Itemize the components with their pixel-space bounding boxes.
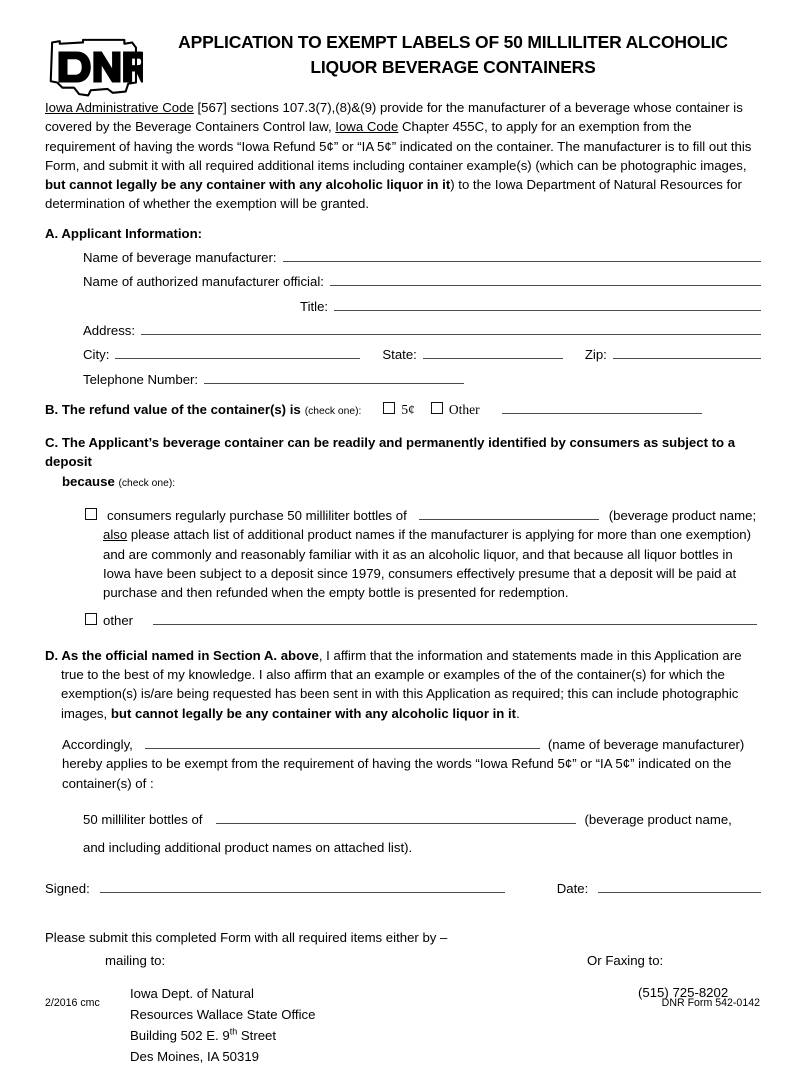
address-line-1: Iowa Dept. of Natural	[130, 983, 570, 1004]
section-b-heading-row	[45, 398, 761, 421]
checkbox-refund-other[interactable]	[431, 402, 443, 414]
label-official-name: Name of authorized manufacturer official:	[83, 272, 324, 291]
submit-address-row	[45, 983, 761, 1067]
submit-intro: Please submit this completed Form with all required items either by –	[45, 928, 761, 947]
applies-text: hereby applies to be exempt from the requirement of having the words “Iowa Refund 5¢” or “IA 5¢” indicated on the container(s) of :	[45, 754, 761, 793]
field-row-city-state-zip	[45, 343, 761, 364]
checkbox-other-reason[interactable]	[85, 613, 97, 625]
input-signed[interactable]	[100, 877, 505, 893]
title-line-2: LIQUOR BEVERAGE CONTAINERS	[155, 55, 751, 80]
page-footer	[45, 997, 760, 1009]
note-bottles: (beverage product name,	[584, 810, 731, 829]
label-signed: Signed:	[45, 881, 90, 896]
input-telephone[interactable]	[204, 368, 464, 384]
input-manufacturer-name[interactable]	[283, 246, 761, 262]
section-c-option-2	[85, 609, 761, 630]
field-row-official-name	[45, 270, 761, 291]
fax-number: (515) 725-8202	[638, 985, 728, 1000]
section-d	[45, 646, 761, 858]
option-1-first-line	[85, 504, 761, 525]
input-official-name[interactable]	[330, 270, 761, 286]
fax-number-wrap	[570, 983, 761, 1067]
label-bottles-of: 50 milliliter bottles of	[83, 810, 202, 829]
page-title	[155, 30, 761, 80]
option-1-cont-2: and are commonly and reasonably familiar with it as an alcoholic liquor, and that because all liquor bottles in Iowa have been subject to a deposit since 1979, consumers effectively presume that a deposit will be paid at purchase and then refunded when the empty bottle is presented for redemption.	[85, 545, 761, 603]
title-line-1: APPLICATION TO EXEMPT LABELS OF 50 MILLILITER ALCOHOLIC	[155, 30, 751, 55]
section-c-option-1	[45, 504, 761, 630]
option-1-continuation	[85, 525, 761, 544]
section-a-heading: A. Applicant Information:	[45, 224, 761, 243]
field-row-title	[45, 295, 761, 316]
address-line-3-pre: Building 502 E. 9	[130, 1028, 230, 1043]
section-c	[45, 433, 761, 630]
section-c-check-one: (check one):	[118, 478, 175, 489]
label-manufacturer-name: Name of beverage manufacturer:	[83, 248, 277, 267]
label-telephone: Telephone Number:	[83, 370, 198, 389]
label-city: City:	[83, 345, 109, 364]
address-ordinal-suffix: th	[230, 1027, 237, 1037]
dnr-logo-icon	[45, 36, 143, 98]
label-refund-other: Other	[449, 400, 480, 419]
address-line-4: Des Moines, IA 50319	[130, 1046, 570, 1067]
input-date[interactable]	[598, 877, 761, 893]
submit-labels-row	[45, 951, 761, 970]
intro-bold-warning: but cannot legally be any container with any alcoholic liquor in it	[45, 177, 450, 192]
label-address: Address:	[83, 321, 135, 340]
address-line-3-post: Street	[237, 1028, 276, 1043]
address-line-3	[130, 1025, 570, 1046]
note-accordingly: (name of beverage manufacturer)	[548, 735, 744, 754]
label-date: Date:	[557, 881, 589, 896]
input-address[interactable]	[141, 319, 761, 335]
mailing-address	[45, 983, 570, 1067]
input-refund-other[interactable]	[502, 398, 702, 414]
intro-paragraph	[45, 98, 761, 214]
section-c-heading-line-1: C. The Applicant’s beverage container can be readily and permanently identified by consumers as subject to a deposit	[45, 433, 761, 472]
field-row-address	[45, 319, 761, 340]
section-d-body-bold: but cannot legally be any container with any alcoholic liquor in it	[111, 706, 516, 721]
option-1-cont-1: please attach list of additional product names if the manufacturer is applying for more than one exemption)	[127, 527, 751, 542]
input-zip[interactable]	[613, 343, 761, 359]
input-other-reason[interactable]	[153, 609, 757, 625]
input-bottles-product-name[interactable]	[216, 808, 576, 824]
iowa-admin-code-link: Iowa Administrative Code	[45, 100, 194, 115]
label-title: Title:	[300, 297, 328, 316]
section-d-heading: As the official named in Section A. above	[61, 648, 318, 663]
section-b	[45, 398, 761, 421]
intro-part-3: ) to the Iowa Department of Natural Resources for determination of whether the exemption will be granted.	[45, 177, 742, 211]
section-c-because: because	[62, 474, 115, 489]
section-a	[45, 224, 761, 389]
intro-part-1: [567] sections 107.3(7),(8)&(9) provide for the manufacturer of a beverage whose container is covered by the Beverage Containers Control law,	[45, 100, 743, 134]
section-d-body-2: .	[516, 706, 520, 721]
field-row-manufacturer-name	[45, 246, 761, 267]
section-d-body	[45, 646, 761, 723]
option-1-text-before: consumers regularly purchase 50 milliliter bottles of	[107, 506, 407, 525]
label-mailing-to: mailing to:	[105, 953, 165, 968]
bottles-row	[45, 808, 761, 829]
input-accordingly-manufacturer[interactable]	[145, 733, 540, 749]
section-b-heading: B. The refund value of the container(s) is	[45, 400, 301, 419]
input-beverage-product-name-c[interactable]	[419, 504, 599, 520]
form-content	[45, 30, 761, 1067]
section-c-heading-line-2	[45, 472, 761, 493]
address-line-2: Resources Wallace State Office	[130, 1004, 570, 1025]
label-faxing-to: Or Faxing to:	[587, 953, 663, 968]
checkbox-refund-5c[interactable]	[383, 402, 395, 414]
note-bottles-2: and including additional product names on attached list).	[45, 838, 761, 857]
field-row-telephone	[45, 368, 761, 389]
input-state[interactable]	[423, 343, 563, 359]
accordingly-row	[45, 733, 761, 754]
label-refund-5c: 5¢	[401, 400, 415, 419]
checkbox-consumers-regularly-purchase[interactable]	[85, 508, 97, 520]
label-other-reason: other	[103, 611, 133, 630]
label-state: State:	[382, 345, 416, 364]
section-d-prefix: D.	[45, 648, 61, 663]
signature-row	[45, 877, 761, 896]
option-1-also: also	[103, 527, 127, 542]
footer-revision: 2/2016 cmc	[45, 997, 100, 1009]
label-accordingly: Accordingly,	[62, 735, 133, 754]
section-d-body-1: , I affirm that the information and statements made in this Application are true to the best of my knowledge. I also affirm that an example or examples of the of the container(s) for which the exemption(s) is/are being requested has been sent in with this Application as required; this can include photographic images,	[61, 648, 742, 721]
input-title[interactable]	[334, 295, 761, 311]
iowa-code-link: Iowa Code	[335, 119, 398, 134]
section-b-check-one: (check one):	[305, 402, 362, 421]
form-header	[45, 30, 761, 92]
mailing-label-wrap	[45, 951, 545, 970]
intro-part-2: Chapter 455C, to apply for an exemption from the requirement of having the words “Iowa Refund 5¢” or “IA 5¢” indicated on the container. The manufacturer is to fill out this Form, and submit it with all required additional items including container example(s) (which can be photographic images,	[45, 119, 751, 173]
option-1-text-after: (beverage product name;	[609, 506, 756, 525]
footer-form-number: DNR Form 542-0142	[662, 997, 760, 1009]
label-zip: Zip:	[585, 345, 607, 364]
faxing-label-wrap	[545, 951, 761, 970]
input-city[interactable]	[115, 343, 360, 359]
